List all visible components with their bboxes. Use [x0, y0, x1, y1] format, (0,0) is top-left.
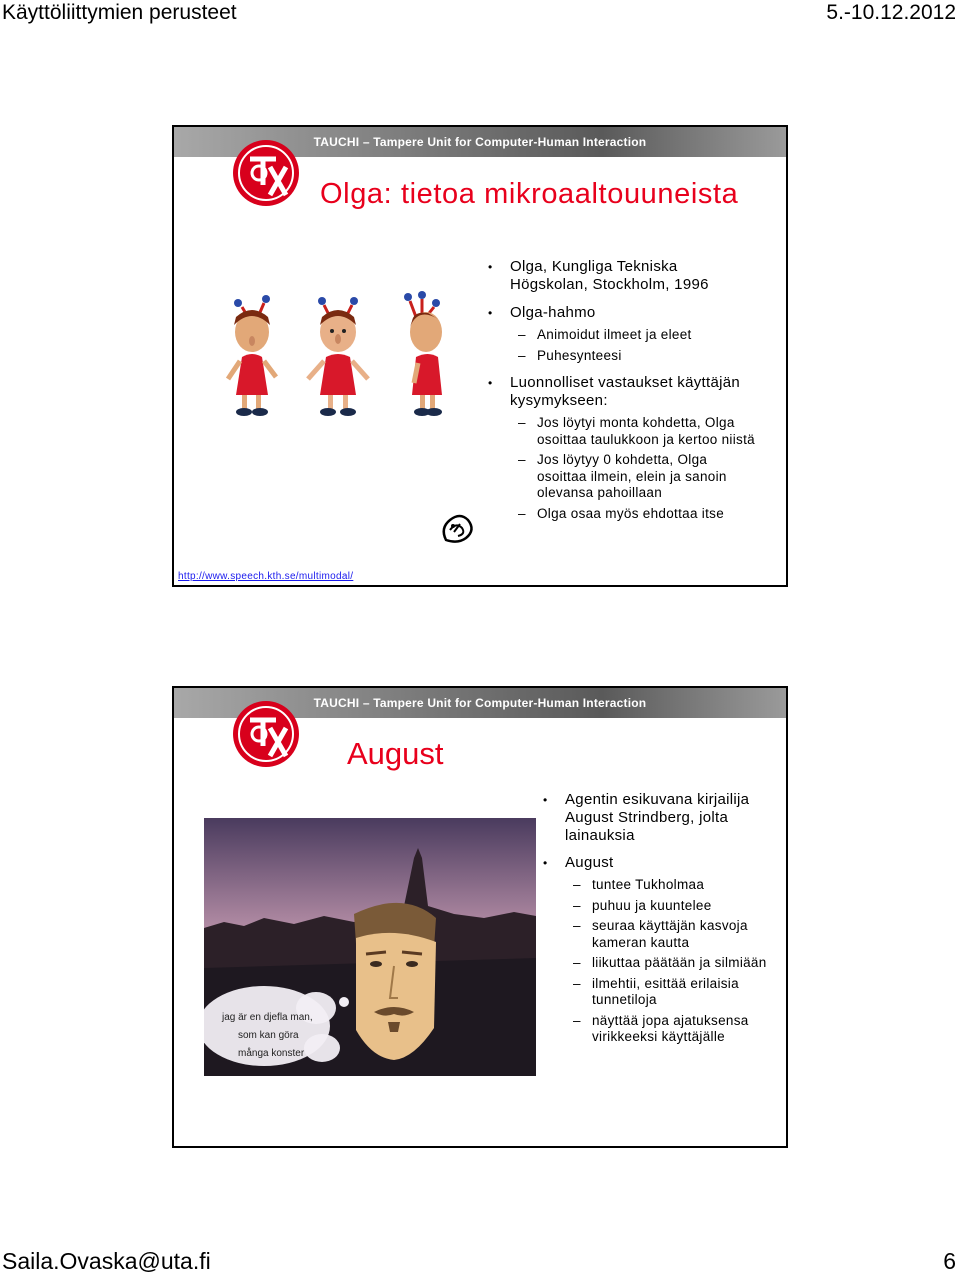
- list-item: • Luonnolliset vastaukset käyttäjän kysymykseen: – Jos löytyi monta kohdetta, Olga osoittaa taulukkoon ja kertoo niistä – Jos löytyy 0 kohdetta, Olga osoittaa ilmein, elein ja sanoin olevansa pahoillaan – Olga osaa myös ehdottaa itse: [486, 374, 756, 522]
- sub-list-item: – Jos löytyy 0 kohdetta, Olga osoittaa ilmein, elein ja sanoin olevansa pahoillaan: [510, 452, 756, 502]
- source-link[interactable]: http://www.speech.kth.se/multimodal/: [178, 571, 354, 582]
- sub-list-item: – liikuttaa päätään ja silmiään: [565, 955, 773, 972]
- sub-list-item: – puhuu ja kuuntelee: [565, 898, 773, 915]
- slide-olga: [172, 125, 788, 587]
- page-number: 6: [943, 1248, 956, 1274]
- august-agent-image: [204, 818, 536, 1076]
- olga-bullet-list: [486, 258, 756, 532]
- header-date: 5.-10.12.2012: [826, 1, 956, 24]
- august-head: [354, 903, 436, 1060]
- tauchi-logo-icon: [230, 698, 302, 770]
- slide-title: Olga: tietoa mikroaaltouuneista: [320, 178, 739, 210]
- list-item: • August – tuntee Tukholmaa – puhuu ja kuuntelee – seuraa käyttäjän kasvoja kameran kautta – liikuttaa päätään ja silmiään – ilmehtii, esittää erilaisia tunnetiloja – näyttää jopa ajatuksensa virikkeeksi käyttäjälle: [541, 854, 773, 1046]
- olga-figure-right: [404, 291, 442, 416]
- sub-list-item: – seuraa käyttäjän kasvoja kameran kautta: [565, 918, 773, 951]
- author-email[interactable]: Saila.Ovaska@uta.fi: [2, 1248, 211, 1274]
- olga-figure-center: [308, 297, 368, 416]
- thought-line: som kan göra: [238, 1030, 299, 1041]
- sub-list-item: – Puhesynteesi: [510, 348, 756, 365]
- banner-text: TAUCHI – Tampere Unit for Computer-Human Interaction: [313, 135, 647, 149]
- page-header: [0, 0, 960, 26]
- sub-list-item: – ilmehtii, esittää erilaisia tunnetiloja: [565, 976, 773, 1009]
- banner-text: TAUCHI – Tampere Unit for Computer-Human Interaction: [313, 696, 647, 710]
- list-item: • Agentin esikuvana kirjailija August Strindberg, jolta lainauksia: [541, 791, 773, 845]
- course-title: Käyttöliittymien perusteet: [2, 1, 237, 24]
- thought-line: många konster: [238, 1048, 305, 1059]
- slide-august: [172, 686, 788, 1148]
- list-item: • Olga-hahmo – Animoidut ilmeet ja eleet – Puhesynteesi: [486, 304, 756, 364]
- olga-character-image: [204, 287, 474, 447]
- sub-list-item: – tuntee Tukholmaa: [565, 877, 773, 894]
- page-footer: [0, 1248, 960, 1274]
- sub-list-item: – Olga osaa myös ehdottaa itse: [510, 506, 756, 523]
- thought-bubble: [204, 986, 349, 1066]
- sub-list-item: – Animoidut ilmeet ja eleet: [510, 327, 756, 344]
- olga-figure-left: [228, 295, 276, 416]
- speech-clip-icon[interactable]: [438, 510, 476, 548]
- august-bullet-list: [541, 791, 773, 1055]
- list-item: • Olga, Kungliga Tekniska Högskolan, Stockholm, 1996: [486, 258, 756, 294]
- sub-list-item: – Jos löytyi monta kohdetta, Olga osoittaa taulukkoon ja kertoo niistä: [510, 415, 756, 448]
- slide-title: August: [347, 736, 444, 771]
- thought-line: jag är en djefla man,: [222, 1012, 313, 1023]
- sub-list-item: – näyttää jopa ajatuksensa virikkeeksi käyttäjälle: [565, 1013, 773, 1046]
- tauchi-logo-icon: [230, 137, 302, 209]
